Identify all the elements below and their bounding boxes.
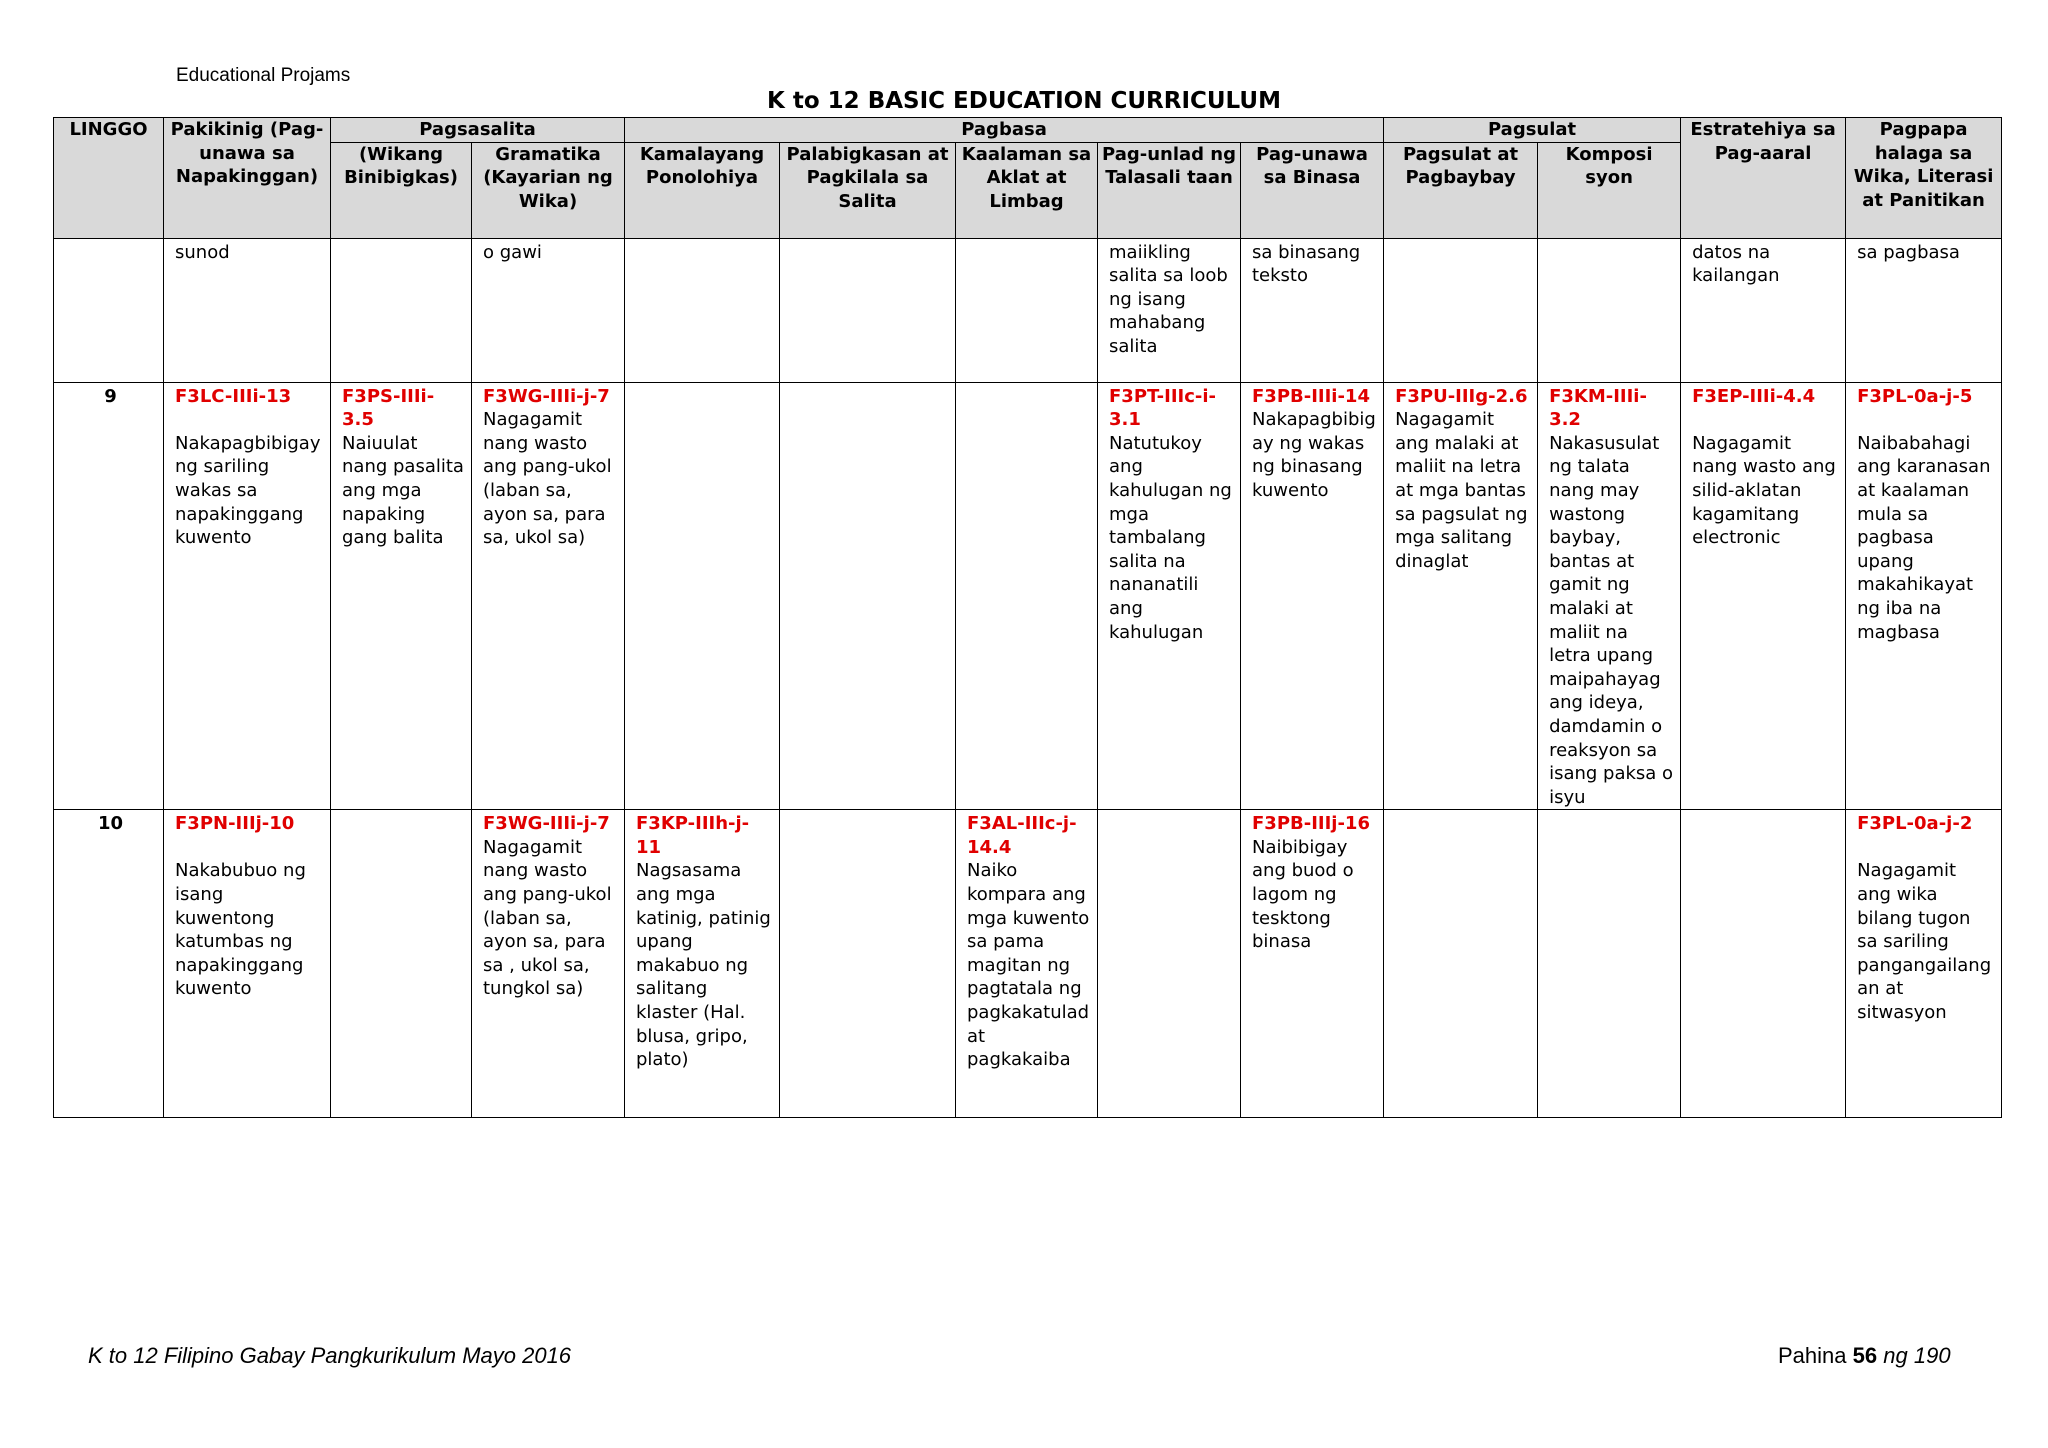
table-cell	[956, 810, 1098, 1118]
header-estratehiya: Estratehiya sa Pag-aaral	[1681, 118, 1846, 239]
competency-code: F3KP-IIIh-j-11	[636, 813, 750, 858]
header-pagbasa: Pagbasa	[625, 118, 1384, 143]
document-title: K to 12 BASIC EDUCATION CURRICULUM	[767, 88, 1281, 114]
table-cell	[1384, 810, 1538, 1118]
week-cell: 9	[54, 382, 164, 810]
table-cell	[625, 382, 780, 810]
table-row	[54, 382, 2002, 810]
header-komposisyon: Komposi syon	[1538, 142, 1681, 238]
table-cell	[331, 238, 472, 382]
competency-desc: Naiko kompara ang mga kuwento sa pama magitan ng pagtatala ng pagkakatulad at pagkakaiba	[967, 860, 1090, 1071]
table-cell	[1846, 238, 2002, 382]
competency-code: F3AL-IIIc-j-14.4	[967, 813, 1077, 858]
competency-desc: Naibibigay ang buod o lagom ng tesktong binasa	[1252, 836, 1354, 953]
footer-pahina-label: Pahina	[1778, 1343, 1847, 1368]
footer-page-number	[1778, 1343, 1951, 1369]
table-cell	[472, 810, 625, 1118]
header-pag-unlad-talasalitaan: Pag-unlad ng Talasali taan	[1098, 142, 1241, 238]
table-cell	[1538, 238, 1681, 382]
competency-code: F3WG-IIIi-j-7	[483, 385, 610, 407]
week-cell: 10	[54, 810, 164, 1118]
table-cell	[331, 382, 472, 810]
header-pagsulat: Pagsulat	[1384, 118, 1681, 143]
table-cell	[1681, 382, 1846, 810]
footer-document-name: K to 12 Filipino Gabay Pangkurikulum Mayo 2016	[88, 1343, 572, 1368]
competency-code: F3PL-0a-j-2	[1857, 813, 1973, 835]
competency-desc: Nakasusulat ng talata nang may wastong baybay, bantas at gamit ng malaki at maliit na letra upang maipahayag ang ideya, damdamin o reaksyon sa isang paksa o isyu	[1549, 432, 1674, 808]
competency-desc: Nagagamit nang wasto ang pang-ukol (laban sa, ayon sa, para sa, ukol sa)	[483, 409, 612, 549]
competency-desc: Nagagamit ang wika bilang tugon sa sariling pangangailang an at sitwasyon	[1857, 860, 1992, 1024]
curriculum-table	[53, 117, 2002, 1118]
competency-code: F3PU-IIIg-2.6	[1395, 385, 1528, 407]
table-cell	[1538, 810, 1681, 1118]
table-cell	[1098, 238, 1241, 382]
competency-desc: o gawi	[483, 241, 542, 263]
header-palabigkasan: Palabigkasan at Pagkilala sa Salita	[780, 142, 956, 238]
header-pag-unawa-sa-binasa: Pag-unawa sa Binasa	[1241, 142, 1384, 238]
competency-code: F3PS-IIIi-3.5	[342, 385, 435, 431]
table-cell	[780, 810, 956, 1118]
competency-desc: Nagsasama ang mga katinig, patinig upang makabuo ng salitang klaster (Hal. blusa, gripo, plato)	[636, 860, 771, 1071]
watermark-text: Educational Projams	[176, 65, 351, 86]
table-cell	[164, 382, 331, 810]
table-cell	[1241, 810, 1384, 1118]
table-cell	[164, 810, 331, 1118]
header-pagpapahalaga: Pagpapa halaga sa Wika, Literasi at Panitikan	[1846, 118, 2002, 239]
table-cell	[164, 238, 331, 382]
table-cell	[625, 238, 780, 382]
table-cell	[1681, 238, 1846, 382]
competency-code: F3WG-IIIi-j-7	[483, 813, 610, 835]
table-cell	[472, 382, 625, 810]
competency-desc: Nakapagbibig ay ng wakas ng binasang kuwento	[1252, 409, 1376, 501]
competency-desc: Naibabahagi ang karanasan at kaalaman mula sa pagbasa upang makahikayat ng iba na magbasa	[1857, 432, 1991, 643]
table-cell	[1681, 810, 1846, 1118]
competency-desc: sunod	[175, 241, 230, 263]
competency-desc: Naiuulat nang pasalita ang mga napaking gang balita	[342, 432, 464, 549]
competency-desc: Nagagamit ang malaki at maliit na letra at mga bantas sa pagsulat ng mga salitang dinaglat	[1395, 409, 1528, 572]
header-linggo: LINGGO	[54, 118, 164, 239]
competency-code: F3LC-IIIi-13	[175, 385, 292, 407]
header-kaalaman-sa-aklat: Kaalaman sa Aklat at Limbag	[956, 142, 1098, 238]
header-pakikinig: Pakikinig (Pag-unawa sa Napakinggan)	[164, 118, 331, 239]
footer-total-pages: 190	[1913, 1343, 1951, 1368]
table-cell	[1846, 382, 2002, 810]
table-cell	[780, 238, 956, 382]
table-cell	[331, 810, 472, 1118]
competency-desc: Nagagamit nang wasto ang pang-ukol (laban sa, ayon sa, para sa , ukol sa, tungkol sa)	[483, 836, 612, 1000]
table-cell	[625, 810, 780, 1118]
table-cell	[472, 238, 625, 382]
header-kamalayang-ponolohiya: Kamalayang Ponolohiya	[625, 142, 780, 238]
footer-current-page: 56	[1852, 1343, 1878, 1368]
table-cell	[1384, 238, 1538, 382]
competency-desc: Nakapagbibigay ng sariling wakas sa napakinggang kuwento	[175, 432, 321, 549]
table-row	[54, 238, 2002, 382]
table-cell	[1538, 382, 1681, 810]
week-cell	[54, 238, 164, 382]
header-wikang-binibigkas: (Wikang Binibigkas)	[331, 142, 472, 238]
header-gramatika: Gramatika (Kayarian ng Wika)	[472, 142, 625, 238]
table-cell	[780, 382, 956, 810]
table-cell	[1241, 382, 1384, 810]
competency-code: F3PB-IIIj-16	[1252, 813, 1370, 835]
table-cell	[956, 238, 1098, 382]
competency-code: F3PN-IIIj-10	[175, 813, 295, 835]
competency-desc: sa pagbasa	[1857, 241, 1960, 263]
competency-code: F3KM-IIIi-3.2	[1549, 385, 1647, 431]
table-cell	[1241, 238, 1384, 382]
competency-code: F3PL-0a-j-5	[1857, 385, 1973, 407]
competency-desc: Natutukoy ang kahulugan ng mga tambalang salita na nananatili ang kahulugan	[1109, 432, 1232, 643]
table-cell	[956, 382, 1098, 810]
table-cell	[1846, 810, 2002, 1118]
table-cell	[1384, 382, 1538, 810]
competency-code: F3PT-IIIc-i-3.1	[1109, 385, 1216, 431]
table-cell	[1098, 382, 1241, 810]
competency-desc: Nagagamit nang wasto ang silid-aklatan kagamitang electronic	[1692, 432, 1836, 549]
competency-code: F3EP-IIIi-4.4	[1692, 385, 1816, 407]
competency-code: F3PB-IIIi-14	[1252, 385, 1370, 407]
table-row	[54, 810, 2002, 1118]
table-cell	[1098, 810, 1241, 1118]
competency-desc: datos na kailangan	[1692, 241, 1780, 287]
competency-desc: sa binasang teksto	[1252, 241, 1361, 287]
header-pagsulat-at-pagbaybay: Pagsulat at Pagbaybay	[1384, 142, 1538, 238]
competency-desc: Nakabubuo ng isang kuwentong katumbas ng napakinggang kuwento	[175, 860, 306, 1000]
footer-ng-label: ng	[1883, 1343, 1908, 1368]
competency-desc: maiikling salita sa loob ng isang mahabang salita	[1109, 241, 1228, 357]
header-pagsasalita: Pagsasalita	[331, 118, 625, 143]
